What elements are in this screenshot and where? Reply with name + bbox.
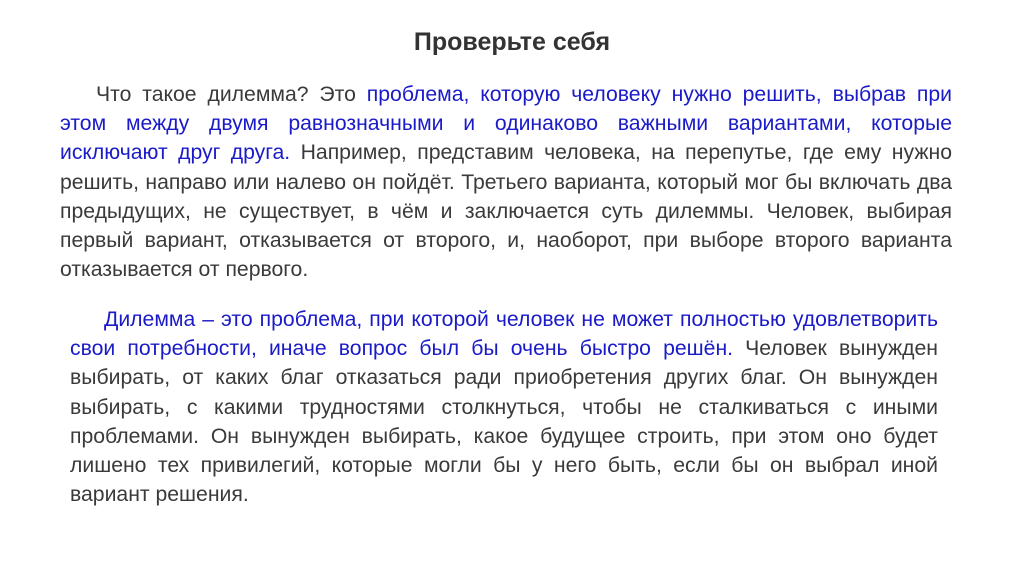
paragraph2-highlight: Дилемма – это проблема, при которой человек не может полностью удовлетворить свои потребности, иначе вопрос был бы очень быстро решён. (70, 308, 938, 361)
paragraph1-lead: Что такое дилемма? Это (96, 83, 367, 106)
paragraph1-highlight: проблема, которую человеку нужно решить, выбрав при этом между двумя равнозначными и одинаково важными вариантами, которые исключают друг друга. (60, 83, 952, 165)
paragraph2-rest: Человек вынужден выбирать, от каких благ отказаться ради приобретения других благ. Он вынужден выбирать, с какими трудностями столкнуться, чтобы не сталкиваться с иными проблемами. Он вынужден выбирать, какое будущее строить, при этом оно будет лишено тех привилегий, которые могли бы у него быть, если бы он выбрал иной вариант решения. (70, 337, 938, 507)
paragraph-definition (60, 80, 952, 284)
slide-title: Проверьте себя (413, 28, 611, 56)
paragraph1-rest: Например, представим человека, на перепутье, где ему нужно решить, направо или налево он пойдёт. Третьего варианта, который мог бы включать два предыдущих, не существует, в чём и заключается суть дилеммы. Человек, выбирая первый вариант, отказывается от второго, и, наоборот, при выборе второго варианта отказывается от первого. (60, 141, 952, 282)
paragraph-explanation (70, 305, 938, 509)
